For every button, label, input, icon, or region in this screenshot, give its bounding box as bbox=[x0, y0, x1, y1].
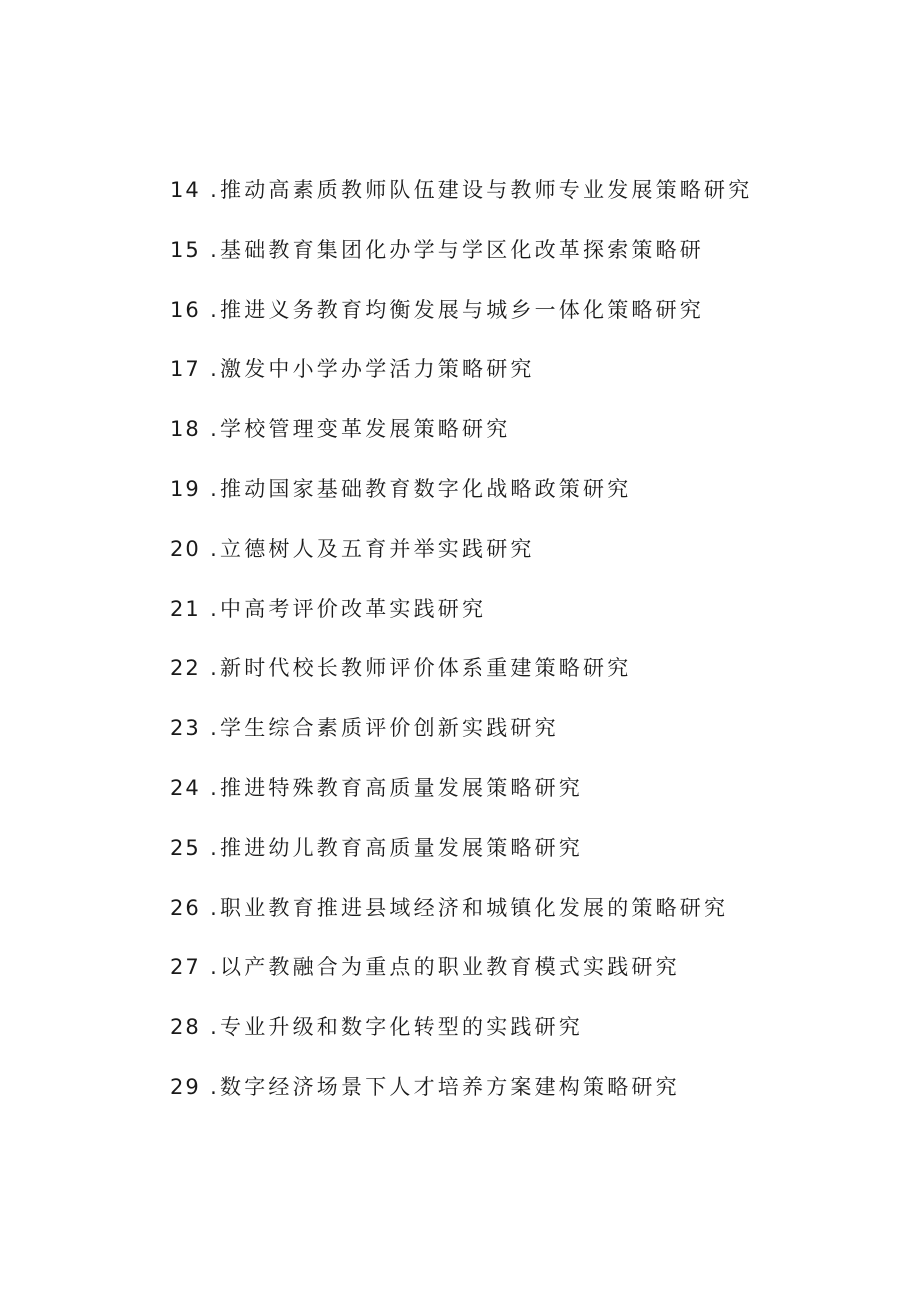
topic-list bbox=[170, 168, 752, 1125]
item-title: 基础教育集团化办学与学区化改革探索策略研 bbox=[220, 237, 704, 262]
item-title: 推进义务教育均衡发展与城乡一体化策略研究 bbox=[220, 297, 704, 322]
item-title: 推动高素质教师队伍建设与教师专业发展策略研究 bbox=[220, 178, 753, 202]
item-separator: . bbox=[210, 178, 220, 202]
item-separator: . bbox=[210, 1015, 220, 1040]
item-title: 职业教育推进县域经济和城镇化发展的策略研究 bbox=[220, 895, 729, 920]
item-separator: . bbox=[210, 476, 220, 501]
item-separator: . bbox=[210, 895, 220, 920]
item-number: 16 bbox=[170, 297, 201, 322]
item-title: 数字经济场景下人才培养方案建构策略研究 bbox=[220, 1074, 680, 1099]
item-separator: . bbox=[210, 835, 220, 860]
item-number: 26 bbox=[170, 895, 201, 920]
item-separator: . bbox=[210, 656, 220, 681]
list-item bbox=[170, 886, 752, 946]
list-item bbox=[170, 646, 752, 706]
item-title: 激发中小学办学活力策略研究 bbox=[220, 357, 535, 382]
list-item bbox=[170, 587, 752, 647]
list-item bbox=[170, 467, 752, 527]
list-item bbox=[170, 527, 752, 587]
item-separator: . bbox=[210, 357, 220, 382]
item-separator: . bbox=[210, 716, 220, 741]
list-item bbox=[170, 1065, 752, 1125]
item-title: 专业升级和数字化转型的实践研究 bbox=[220, 1015, 583, 1040]
item-title: 立德树人及五育并举实践研究 bbox=[220, 536, 535, 561]
item-separator: . bbox=[210, 417, 220, 442]
item-number: 17 bbox=[170, 357, 201, 382]
item-separator: . bbox=[210, 596, 220, 621]
item-number: 14 bbox=[170, 178, 201, 202]
item-number: 27 bbox=[170, 955, 201, 980]
list-item bbox=[170, 228, 752, 288]
item-number: 28 bbox=[170, 1015, 201, 1040]
item-title: 学校管理变革发展策略研究 bbox=[220, 417, 511, 442]
item-title: 中高考评价改革实践研究 bbox=[220, 596, 487, 621]
item-separator: . bbox=[210, 237, 220, 262]
item-separator: . bbox=[210, 775, 220, 800]
item-number: 24 bbox=[170, 775, 201, 800]
list-item bbox=[170, 168, 752, 228]
item-title: 推动国家基础教育数字化战略政策研究 bbox=[220, 476, 632, 501]
item-title: 新时代校长教师评价体系重建策略研究 bbox=[220, 656, 632, 681]
item-title: 以产教融合为重点的职业教育模式实践研究 bbox=[220, 955, 680, 980]
item-separator: . bbox=[210, 955, 220, 980]
item-title: 学生综合素质评价创新实践研究 bbox=[220, 716, 559, 741]
list-item bbox=[170, 945, 752, 1005]
item-separator: . bbox=[210, 1074, 220, 1099]
item-number: 15 bbox=[170, 237, 201, 262]
list-item bbox=[170, 1005, 752, 1065]
item-number: 20 bbox=[170, 536, 201, 561]
item-number: 19 bbox=[170, 476, 201, 501]
item-separator: . bbox=[210, 536, 220, 561]
item-number: 25 bbox=[170, 835, 201, 860]
item-title: 推进幼儿教育高质量发展策略研究 bbox=[220, 835, 583, 860]
item-title: 推进特殊教育高质量发展策略研究 bbox=[220, 775, 583, 800]
list-item bbox=[170, 347, 752, 407]
item-number: 29 bbox=[170, 1074, 201, 1099]
item-number: 23 bbox=[170, 716, 201, 741]
list-item bbox=[170, 706, 752, 766]
item-number: 21 bbox=[170, 596, 201, 621]
item-number: 22 bbox=[170, 656, 201, 681]
list-item bbox=[170, 826, 752, 886]
list-item bbox=[170, 766, 752, 826]
item-separator: . bbox=[210, 297, 220, 322]
item-number: 18 bbox=[170, 417, 201, 442]
list-item bbox=[170, 288, 752, 348]
list-item bbox=[170, 407, 752, 467]
